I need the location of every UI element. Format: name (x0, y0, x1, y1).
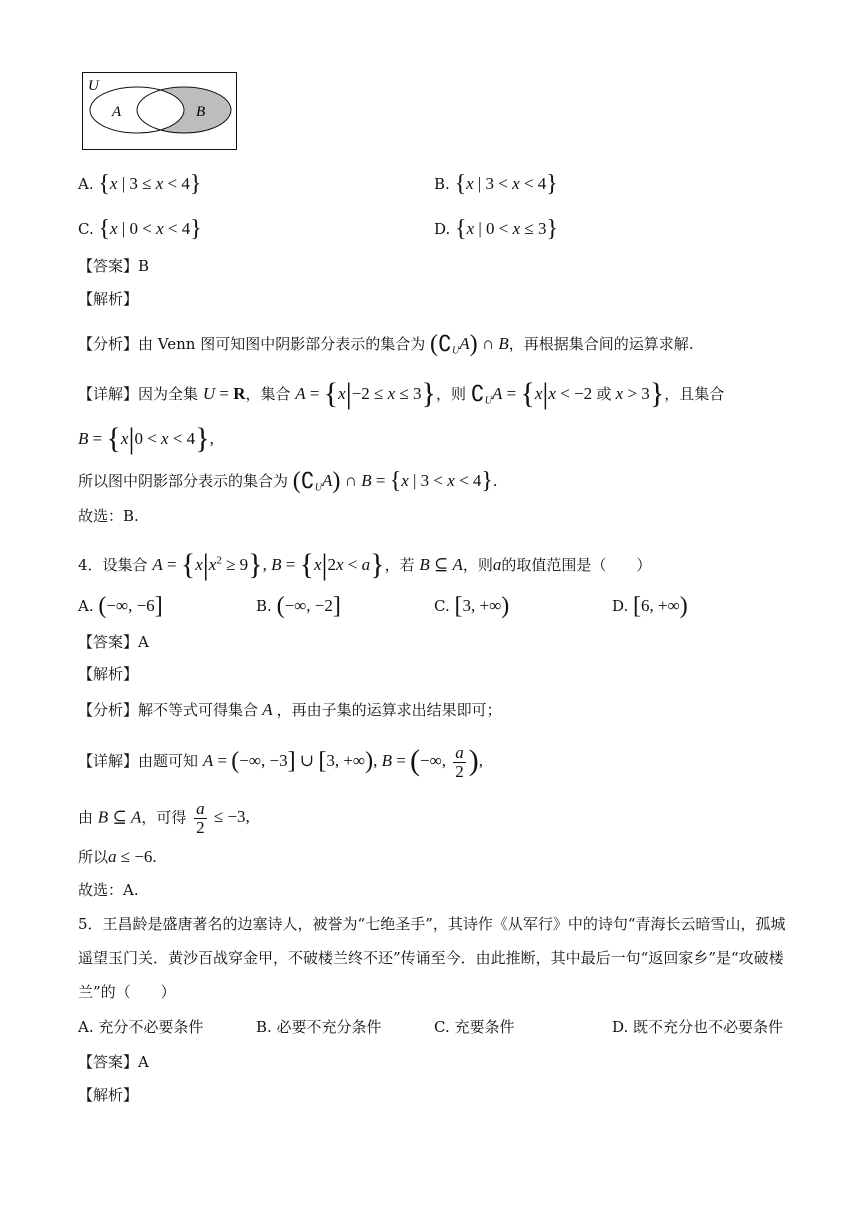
q3-answer: 【答案】B (78, 257, 150, 275)
q4-option-d: D. [6, +∞) (612, 593, 688, 619)
q3-analysis: 【分析】由 Venn 图可知图中阴影部分表示的集合为 $(∁_UA)$ ∩ B，再根据集合间的运算求解. (78, 331, 694, 357)
q3-explain-tag: 【解析】 (78, 290, 139, 308)
universe-label: U (88, 78, 99, 94)
q4-option-a: A. (−∞, −6] (78, 593, 163, 619)
set-b-label: B (196, 104, 206, 120)
q4-option-b: B. (−∞, −2] (256, 593, 341, 619)
q4-option-c: C. [3, +∞) (434, 593, 510, 619)
q5-stem-line2: 遥望玉门关．黄沙百战穿金甲，不破楼兰终不还”传诵至今．由此推断，其中最后一句“返回家乡”是“攻破楼 (78, 949, 784, 967)
q4-choose: 故选：A. (78, 881, 139, 899)
q5-option-b: B. 必要不充分条件 (256, 1018, 382, 1036)
q4-step3: 所以a ≤ −6. (78, 847, 157, 866)
q4-analysis: 【分析】解不等式可得集合 A ，再由子集的运算求出结果即可； (78, 700, 502, 719)
q3-option-b: B. {x | 3 < x < 4} (434, 171, 558, 197)
q4-stem: 4．设集合 $A = \{x|x^2 \ge 9\}$, B = {x|2x < a}，若 B ⊆ A，则a的取值范围是（ ） (78, 548, 652, 581)
q3-detail: 【详解】因为全集 U = R，集合 A = {x|−2 ≤ x ≤ 3}，则 $∁_UA = \{x|x < -2$ 或 x > 3}，且集合 (78, 377, 725, 410)
q5-option-a: A. 充分不必要条件 (78, 1018, 204, 1036)
q5-option-c: C. 充要条件 (434, 1018, 515, 1036)
venn-diagram (82, 72, 238, 152)
set-a-label: A (112, 104, 122, 120)
q3-choose: 故选：B. (78, 507, 139, 525)
q5-stem-line3: 兰”的（ ） (78, 983, 176, 1001)
q5-answer: 【答案】A (78, 1053, 149, 1071)
q4-answer: 【答案】A (78, 633, 149, 651)
q5-stem-line1: 5．王昌龄是盛唐著名的边塞诗人，被誉为“七绝圣手”，其诗作《从军行》中的诗句“青海长云暗雪山，孤城 (78, 915, 786, 933)
q3-option-a: A. {x | 3 ≤ x < 4} (78, 171, 202, 197)
q3-option-d: D. {x | 0 < x ≤ 3} (434, 216, 559, 242)
q4-explain-tag: 【解析】 (78, 665, 139, 683)
q5-option-d: D. 既不充分也不必要条件 (612, 1018, 784, 1036)
q4-detail: 【详解】由题可知 A = (−∞, −3] ∪ [3, +∞), B = (−∞, $\frac{a}{2}$ ), (78, 742, 484, 781)
q4-step2: 由 B ⊆ A，可得 $\frac{a}{2}$ ≤ −3, (78, 799, 250, 837)
q5-explain-tag: 【解析】 (78, 1086, 139, 1104)
q3-option-c: C. {x | 0 < x < 4} (78, 216, 202, 242)
q3-conclusion: 所以图中阴影部分表示的集合为 $(∁_UA)$ ∩ B = {x | 3 < x < 4}. (78, 468, 498, 494)
q3-set-b-def: B = {x|0 < x < 4}, (78, 422, 214, 455)
